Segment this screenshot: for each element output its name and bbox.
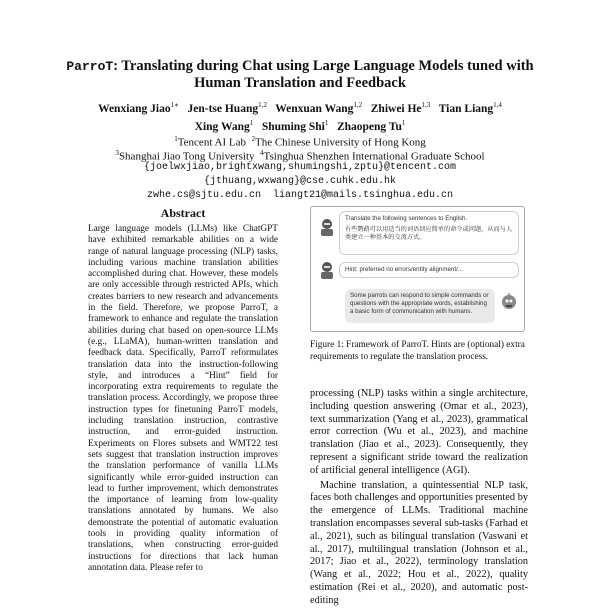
- author-name: Shuming Shi: [261, 120, 325, 133]
- author-row-2: Xing Wang$^1$ Shuming Shi$^1$ Zhaopeng Tu$^1$: [194, 118, 406, 133]
- framework-figure: [310, 206, 525, 332]
- body-paragraph: processing (NLP) tasks within a single architecture, including question answering (Omar et al., 2023), text summarization (Yang et al., 2023), grammatical error correction (Wu et al., 2023), and machine translation (Jiao et al., 2023). Consequently, they represent a significant stride toward the realization of artificial general intelligence (AGI).: [310, 388, 528, 476]
- author-row-1: Wenxiang Jiao$^{1∗}$ Jen-tse Huang$^{1,2}$ Wenxuan Wang$^{1,2}$ Zhiwei He$^{1,3}$ Tian Liang$^{1,4}$: [98, 101, 502, 115]
- user-avatar-icon: [317, 217, 337, 237]
- abstract-text: Large language models (LLMs) like ChatGPT have exhibited remarkable abilities on a wide range of natural language processing (NLP) tasks, including various machine translation abilities accomplished during chat. However, these models are only accessible through restricted APIs, which creates barriers to new research and advancements in the field. Therefore, we propose ParroT, a framework to enhance and regulate the translation abilities during chat based on open-source LLMs (e.g., LLaMA), human-written translation and feedback data. Specifically, ParroT reformulates translation data into the instruction-following style, and introduces a “Hint” field for incorporating extra requirements to regulate the translation process. Accordingly, we propose three instruction types for finetuning ParroT models, including translation instruction, contrastive instruction, and error-guided instruction. Experiments on Flores subsets and WMT22 test sets suggest that translation instruction improves the translation performance of vanilla LLMs significantly while error-guided instruction can lead to further improvement, which demonstrates the importance of learning from low-quality translations annotated by humans. We also demonstrate the potential of automatic evaluation tools in providing quality information of translations, when constructing error-guided instructions for directions that lack human annotation data. Please refer to: [88, 224, 278, 573]
- user-avatar-icon: [317, 260, 337, 280]
- title-line-2: Human Translation and Feedback: [194, 75, 406, 91]
- author-name: Zhaopeng Tu: [336, 120, 402, 133]
- author-name: Wenxiang Jiao: [98, 102, 171, 115]
- title-system-name: ParroT: [66, 59, 114, 74]
- title-line-1: : Translating during Chat using Large Language Models tuned with: [113, 58, 534, 74]
- email-line-2[interactable]: {jthuang,wxwang}@cse.cuhk.edu.hk: [203, 176, 397, 187]
- hint-bubble: Hint: preferred no errors/entity alignment/...: [339, 262, 519, 278]
- instruction-english: Translate the following sentences to English.: [345, 215, 468, 222]
- affiliation-line-1: $^1$Tencent AI Lab $^2$The Chinese University of Hong Kong: [174, 135, 426, 149]
- paper-title: [0, 58, 600, 92]
- body-text: [310, 388, 528, 606]
- response-bubble: Some parrots can respond to simple commands or questions with the appropriate words, establishing a basic form of communication with humans.: [345, 289, 495, 323]
- author-name: Jen-tse Huang: [187, 102, 259, 115]
- instruction-bubble: [339, 211, 519, 255]
- parrot-robot-icon: [499, 293, 519, 313]
- author-list: [20, 98, 580, 134]
- body-paragraph: Machine translation, a quintessential NLP task, faces both challenges and opportunities presented by the emergence of LLMs. Traditional machine translation encompasses several sub-tasks (Farhad et al., 2021), such as bilingual translation (Vaswani et al., 2017), multilingual translation (Johnson et al., 2017; Jiao et al., 2022), terminology translation (Wang et al., 2022; Hou et al., 2022), quality estimation (Rei et al., 2020), and automatic post-editing: [310, 479, 528, 606]
- author-name: Tian Liang: [438, 102, 494, 115]
- abstract-heading: Abstract: [160, 206, 206, 220]
- author-name: Wenxuan Wang: [275, 102, 354, 115]
- author-name: Xing Wang: [194, 120, 250, 133]
- author-name: Zhiwei He: [370, 102, 422, 115]
- email-line-1[interactable]: {joelwxjiao,brightxwang,shumingshi,zptu}@tencent.com: [143, 162, 457, 173]
- figure-caption: Figure 1: Framework of ParroT. Hints are (optional) extra requirements to regulate the translation process.: [310, 340, 525, 362]
- email-line-3[interactable]: zwhe.cs@sjtu.edu.cn liangt21@mails.tsinghua.edu.cn: [146, 190, 454, 201]
- instruction-chinese: 有些鹦鹉可以用适当的词语回应简单的命令或问题，从而与人类建立一种基本的交流方式。: [345, 226, 513, 241]
- affiliation-line-2: $^3$Shanghai Jiao Tong University $^4$Tsinghua Shenzhen International Graduate School: [115, 149, 485, 163]
